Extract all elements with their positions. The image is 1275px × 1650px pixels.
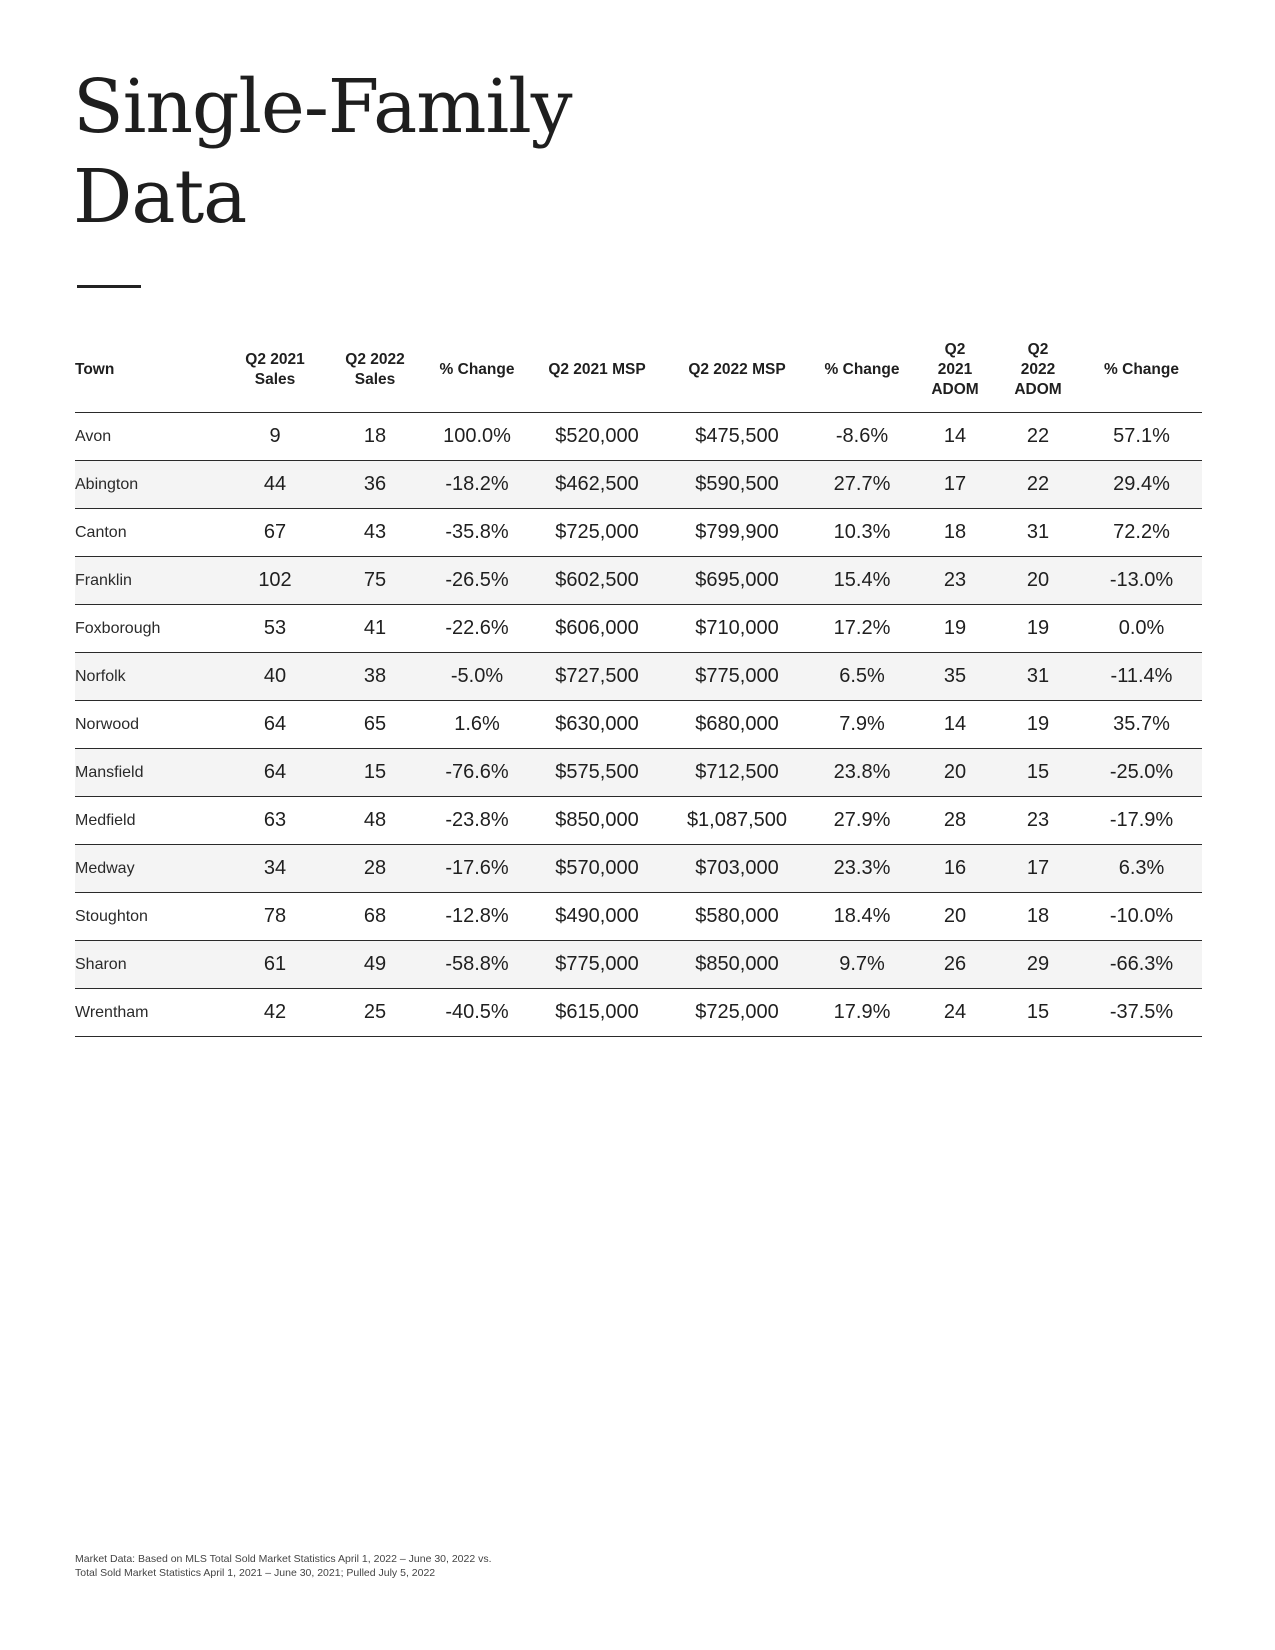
cell-q2-2021-msp: $725,000 xyxy=(529,509,665,557)
cell-q2-2021-sales: 64 xyxy=(225,749,325,797)
header-line: Sales xyxy=(254,371,296,388)
cell-q2-2022-sales: 28 xyxy=(325,845,425,893)
cell-sales-change: -5.0% xyxy=(425,653,529,701)
cell-sales-change: -35.8% xyxy=(425,509,529,557)
cell-q2-2022-sales: 25 xyxy=(325,989,425,1037)
cell-adom-change: -13.0% xyxy=(1081,557,1202,605)
cell-q2-2022-msp: $775,000 xyxy=(665,653,809,701)
cell-q2-2022-adom: 18 xyxy=(995,893,1081,941)
cell-adom-change: 29.4% xyxy=(1081,461,1202,509)
cell-q2-2022-msp: $710,000 xyxy=(665,605,809,653)
table-row xyxy=(75,509,1202,557)
cell-q2-2022-adom: 20 xyxy=(995,557,1081,605)
cell-q2-2022-msp: $712,500 xyxy=(665,749,809,797)
cell-q2-2021-adom: 28 xyxy=(915,797,995,845)
cell-q2-2021-msp: $606,000 xyxy=(529,605,665,653)
cell-q2-2022-msp: $799,900 xyxy=(665,509,809,557)
cell-q2-2021-msp: $850,000 xyxy=(529,797,665,845)
cell-q2-2022-sales: 49 xyxy=(325,941,425,989)
cell-q2-2021-msp: $727,500 xyxy=(529,653,665,701)
cell-sales-change: -17.6% xyxy=(425,845,529,893)
cell-q2-2022-sales: 75 xyxy=(325,557,425,605)
cell-q2-2022-sales: 41 xyxy=(325,605,425,653)
table-row xyxy=(75,749,1202,797)
cell-town: Medfield xyxy=(75,797,225,845)
header-line: Sales xyxy=(354,371,396,388)
cell-q2-2021-adom: 17 xyxy=(915,461,995,509)
cell-q2-2021-sales: 9 xyxy=(225,413,325,461)
single-family-data-table xyxy=(75,334,1202,1037)
cell-q2-2021-msp: $602,500 xyxy=(529,557,665,605)
table-row xyxy=(75,461,1202,509)
header-line: ADOM xyxy=(931,381,979,398)
cell-q2-2021-sales: 61 xyxy=(225,941,325,989)
cell-adom-change: 0.0% xyxy=(1081,605,1202,653)
cell-q2-2021-sales: 42 xyxy=(225,989,325,1037)
cell-q2-2022-sales: 15 xyxy=(325,749,425,797)
cell-msp-change: 18.4% xyxy=(809,893,915,941)
cell-q2-2022-msp: $475,500 xyxy=(665,413,809,461)
cell-q2-2021-sales: 63 xyxy=(225,797,325,845)
cell-q2-2021-msp: $775,000 xyxy=(529,941,665,989)
cell-sales-change: -23.8% xyxy=(425,797,529,845)
footnote-line-1: Market Data: Based on MLS Total Sold Market Statistics April 1, 2022 – June 30, 2022 vs. xyxy=(75,1553,492,1565)
cell-q2-2021-adom: 23 xyxy=(915,557,995,605)
cell-q2-2022-msp: $725,000 xyxy=(665,989,809,1037)
cell-town: Stoughton xyxy=(75,893,225,941)
cell-adom-change: 57.1% xyxy=(1081,413,1202,461)
cell-q2-2021-msp: $520,000 xyxy=(529,413,665,461)
table-body xyxy=(75,413,1202,1037)
cell-adom-change: -37.5% xyxy=(1081,989,1202,1037)
cell-q2-2022-sales: 36 xyxy=(325,461,425,509)
header-adom-change: % Change xyxy=(1081,334,1202,413)
header-q2-2021-sales xyxy=(225,334,325,413)
cell-q2-2022-msp: $850,000 xyxy=(665,941,809,989)
cell-q2-2021-msp: $462,500 xyxy=(529,461,665,509)
cell-q2-2021-msp: $615,000 xyxy=(529,989,665,1037)
cell-sales-change: -40.5% xyxy=(425,989,529,1037)
cell-adom-change: -10.0% xyxy=(1081,893,1202,941)
header-msp-change: % Change xyxy=(809,334,915,413)
cell-q2-2021-msp: $490,000 xyxy=(529,893,665,941)
cell-q2-2021-adom: 19 xyxy=(915,605,995,653)
cell-q2-2021-sales: 78 xyxy=(225,893,325,941)
cell-q2-2021-sales: 53 xyxy=(225,605,325,653)
cell-town: Sharon xyxy=(75,941,225,989)
header-line: Q2 xyxy=(1027,341,1049,358)
cell-msp-change: 27.7% xyxy=(809,461,915,509)
table-row xyxy=(75,845,1202,893)
cell-q2-2021-adom: 14 xyxy=(915,413,995,461)
cell-adom-change: -11.4% xyxy=(1081,653,1202,701)
cell-msp-change: 17.2% xyxy=(809,605,915,653)
cell-msp-change: 9.7% xyxy=(809,941,915,989)
cell-msp-change: 23.8% xyxy=(809,749,915,797)
header-line: Q2 2022 xyxy=(345,351,405,368)
market-data-footnote xyxy=(75,1552,675,1580)
header-q2-2021-msp: Q2 2021 MSP xyxy=(529,334,665,413)
header-q2-2022-sales xyxy=(325,334,425,413)
table-row xyxy=(75,413,1202,461)
cell-msp-change: 6.5% xyxy=(809,653,915,701)
cell-town: Wrentham xyxy=(75,989,225,1037)
page-title xyxy=(73,62,572,242)
cell-town: Canton xyxy=(75,509,225,557)
cell-q2-2022-sales: 48 xyxy=(325,797,425,845)
cell-msp-change: 15.4% xyxy=(809,557,915,605)
cell-q2-2021-msp: $575,500 xyxy=(529,749,665,797)
cell-town: Medway xyxy=(75,845,225,893)
cell-q2-2021-adom: 18 xyxy=(915,509,995,557)
cell-q2-2021-adom: 16 xyxy=(915,845,995,893)
cell-q2-2021-adom: 26 xyxy=(915,941,995,989)
cell-q2-2022-msp: $680,000 xyxy=(665,701,809,749)
cell-q2-2022-msp: $580,000 xyxy=(665,893,809,941)
cell-town: Foxborough xyxy=(75,605,225,653)
cell-q2-2021-adom: 14 xyxy=(915,701,995,749)
table-row xyxy=(75,797,1202,845)
table-row xyxy=(75,605,1202,653)
cell-q2-2022-adom: 19 xyxy=(995,701,1081,749)
cell-q2-2022-adom: 22 xyxy=(995,413,1081,461)
table-row xyxy=(75,941,1202,989)
cell-msp-change: -8.6% xyxy=(809,413,915,461)
cell-q2-2022-adom: 23 xyxy=(995,797,1081,845)
cell-adom-change: -25.0% xyxy=(1081,749,1202,797)
cell-msp-change: 23.3% xyxy=(809,845,915,893)
cell-adom-change: -66.3% xyxy=(1081,941,1202,989)
cell-q2-2021-msp: $570,000 xyxy=(529,845,665,893)
cell-sales-change: -76.6% xyxy=(425,749,529,797)
cell-q2-2022-sales: 65 xyxy=(325,701,425,749)
cell-q2-2021-sales: 67 xyxy=(225,509,325,557)
cell-q2-2022-msp: $703,000 xyxy=(665,845,809,893)
cell-q2-2021-sales: 44 xyxy=(225,461,325,509)
cell-q2-2021-msp: $630,000 xyxy=(529,701,665,749)
cell-q2-2022-msp: $695,000 xyxy=(665,557,809,605)
cell-town: Franklin xyxy=(75,557,225,605)
header-sales-change: % Change xyxy=(425,334,529,413)
cell-q2-2021-sales: 64 xyxy=(225,701,325,749)
cell-q2-2021-sales: 34 xyxy=(225,845,325,893)
table-header xyxy=(75,334,1202,413)
cell-q2-2022-msp: $1,087,500 xyxy=(665,797,809,845)
cell-q2-2021-adom: 24 xyxy=(915,989,995,1037)
cell-sales-change: 1.6% xyxy=(425,701,529,749)
cell-sales-change: -12.8% xyxy=(425,893,529,941)
header-q2-2022-msp: Q2 2022 MSP xyxy=(665,334,809,413)
cell-q2-2022-adom: 31 xyxy=(995,653,1081,701)
cell-q2-2022-adom: 19 xyxy=(995,605,1081,653)
cell-msp-change: 17.9% xyxy=(809,989,915,1037)
header-row xyxy=(75,334,1202,413)
cell-q2-2021-adom: 20 xyxy=(915,749,995,797)
cell-town: Avon xyxy=(75,413,225,461)
cell-q2-2022-adom: 17 xyxy=(995,845,1081,893)
header-line: 2021 xyxy=(937,361,973,378)
title-divider xyxy=(77,285,141,288)
cell-q2-2022-adom: 15 xyxy=(995,749,1081,797)
cell-q2-2022-sales: 68 xyxy=(325,893,425,941)
cell-sales-change: -26.5% xyxy=(425,557,529,605)
cell-town: Norfolk xyxy=(75,653,225,701)
header-q2-2021-adom xyxy=(915,334,995,413)
header-line: ADOM xyxy=(1014,381,1062,398)
header-line: 2022 xyxy=(1020,361,1056,378)
cell-town: Mansfield xyxy=(75,749,225,797)
header-q2-2022-adom xyxy=(995,334,1081,413)
cell-adom-change: 6.3% xyxy=(1081,845,1202,893)
cell-q2-2021-adom: 35 xyxy=(915,653,995,701)
cell-sales-change: 100.0% xyxy=(425,413,529,461)
page-title-line-1: Single-Family xyxy=(73,64,572,150)
cell-town: Norwood xyxy=(75,701,225,749)
cell-sales-change: -22.6% xyxy=(425,605,529,653)
cell-q2-2022-sales: 18 xyxy=(325,413,425,461)
header-town: Town xyxy=(75,334,225,413)
cell-q2-2021-sales: 40 xyxy=(225,653,325,701)
table-row xyxy=(75,701,1202,749)
cell-msp-change: 7.9% xyxy=(809,701,915,749)
cell-q2-2022-sales: 43 xyxy=(325,509,425,557)
cell-sales-change: -58.8% xyxy=(425,941,529,989)
cell-adom-change: -17.9% xyxy=(1081,797,1202,845)
cell-q2-2022-adom: 31 xyxy=(995,509,1081,557)
page-title-line-2: Data xyxy=(73,154,247,240)
cell-adom-change: 72.2% xyxy=(1081,509,1202,557)
table-row xyxy=(75,653,1202,701)
table-row xyxy=(75,557,1202,605)
cell-q2-2022-sales: 38 xyxy=(325,653,425,701)
cell-adom-change: 35.7% xyxy=(1081,701,1202,749)
cell-q2-2022-adom: 15 xyxy=(995,989,1081,1037)
cell-msp-change: 10.3% xyxy=(809,509,915,557)
cell-q2-2022-msp: $590,500 xyxy=(665,461,809,509)
footnote-line-2: Total Sold Market Statistics April 1, 2021 – June 30, 2021; Pulled July 5, 2022 xyxy=(75,1567,436,1579)
table-row xyxy=(75,989,1202,1037)
cell-q2-2021-sales: 102 xyxy=(225,557,325,605)
cell-q2-2022-adom: 29 xyxy=(995,941,1081,989)
header-line: Q2 2021 xyxy=(245,351,305,368)
cell-sales-change: -18.2% xyxy=(425,461,529,509)
cell-town: Abington xyxy=(75,461,225,509)
cell-q2-2021-adom: 20 xyxy=(915,893,995,941)
cell-msp-change: 27.9% xyxy=(809,797,915,845)
cell-q2-2022-adom: 22 xyxy=(995,461,1081,509)
header-line: Q2 xyxy=(944,341,966,358)
table-row xyxy=(75,893,1202,941)
